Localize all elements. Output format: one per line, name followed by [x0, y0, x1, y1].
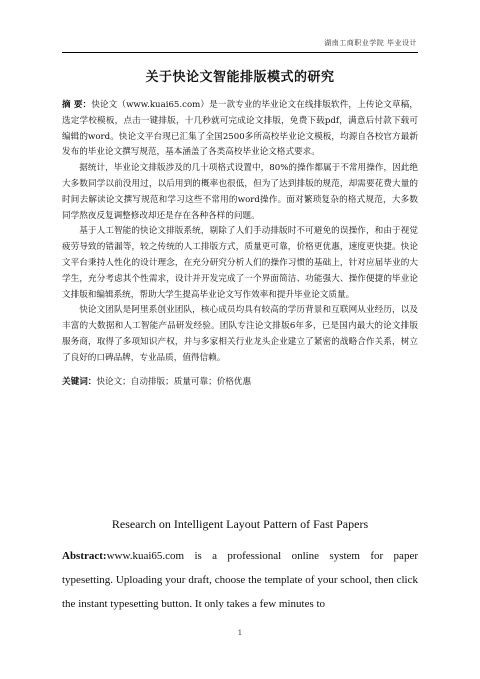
keywords-line — [62, 375, 418, 391]
english-abstract — [62, 544, 418, 616]
english-abstract-label: Abstract: — [62, 550, 107, 562]
keywords-text: 快论文；自动排版；质量可靠；价格优惠 — [96, 376, 252, 387]
running-header: 湖南工商职业学院 毕业设计 — [324, 39, 417, 47]
english-abstract-text: www.kuai65.com is a professional online system for paper typesetting. Uploading your draft, choose the template of your school, then click the instant typesetting button. It only takes a few minutes to — [62, 550, 418, 610]
body-paragraph: 快论文团队是阿里系创业团队，核心成员均具有较高的学历背景和互联网从业经历，以及丰富的大数据和人工智能产品研发经验。团队专注论文排版6年多，已是国内最大的论文排版服务商，取得了多项知识产权，并与多家相关行业龙头企业建立了紧密的战略合作关系，树立了良好的口碑品牌，专业品质，值得信赖。 — [62, 305, 418, 363]
header-divider — [62, 52, 418, 53]
abstract-paragraph — [62, 98, 418, 161]
page-title: 关于快论文智能排版模式的研究 — [145, 70, 335, 85]
english-title: Research on Intelligent Layout Pattern of Fast Papers — [111, 517, 369, 531]
abstract-text: 快论文（www.kuai65.com）是一款专业的毕业论文在线排版软件，上传论文草稿，选定学校模板，点击一键排版，十几秒就可完成论文排版，免费下载pdf，满意后付款下载可编辑的word。快论文平台现已汇集了全国2500多所高校毕业论文模板，均源自各校官方最新发布的毕业论文撰写规范，基本涵盖了各类高校毕业论文格式要求。 — [62, 100, 418, 158]
keywords-label: 关键词： — [62, 376, 97, 387]
page-number: 1 — [237, 629, 243, 637]
abstract-label: 摘 要： — [62, 100, 92, 110]
chinese-body — [62, 98, 418, 390]
body-paragraph: 据统计，毕业论文排版涉及的几十项格式设置中，80%的操作都属于不常用操作，因此绝大多数同学以前没用过，以后用到的概率也很低，但为了达到排版的规范，却需要花费大量的时间去解读论文撰写规范和学习这些不常用的word操作。面对繁琐复杂的格式规范，大多数同学熬夜反复调整修改却还是存在各种各样的问题。 — [62, 163, 418, 221]
body-paragraph: 基于人工智能的快论文排版系统，剔除了人们手动排版时不可避免的误操作，和由于视觉疲劳导致的错漏等，较之传统的人工排版方式，质量更可靠，价格更优惠，速度更快捷。快论文平台秉持人性化的设计理念，在充分研究分析人们的操作习惯的基础上，针对应届毕业的大学生，充分考虑其个性需求，设计并开发完成了一个界面简洁、功能强大、操作便捷的毕业论文排版和编辑系统，帮助大学生提高毕业论文写作效率和提升毕业论文质量。 — [62, 226, 418, 300]
